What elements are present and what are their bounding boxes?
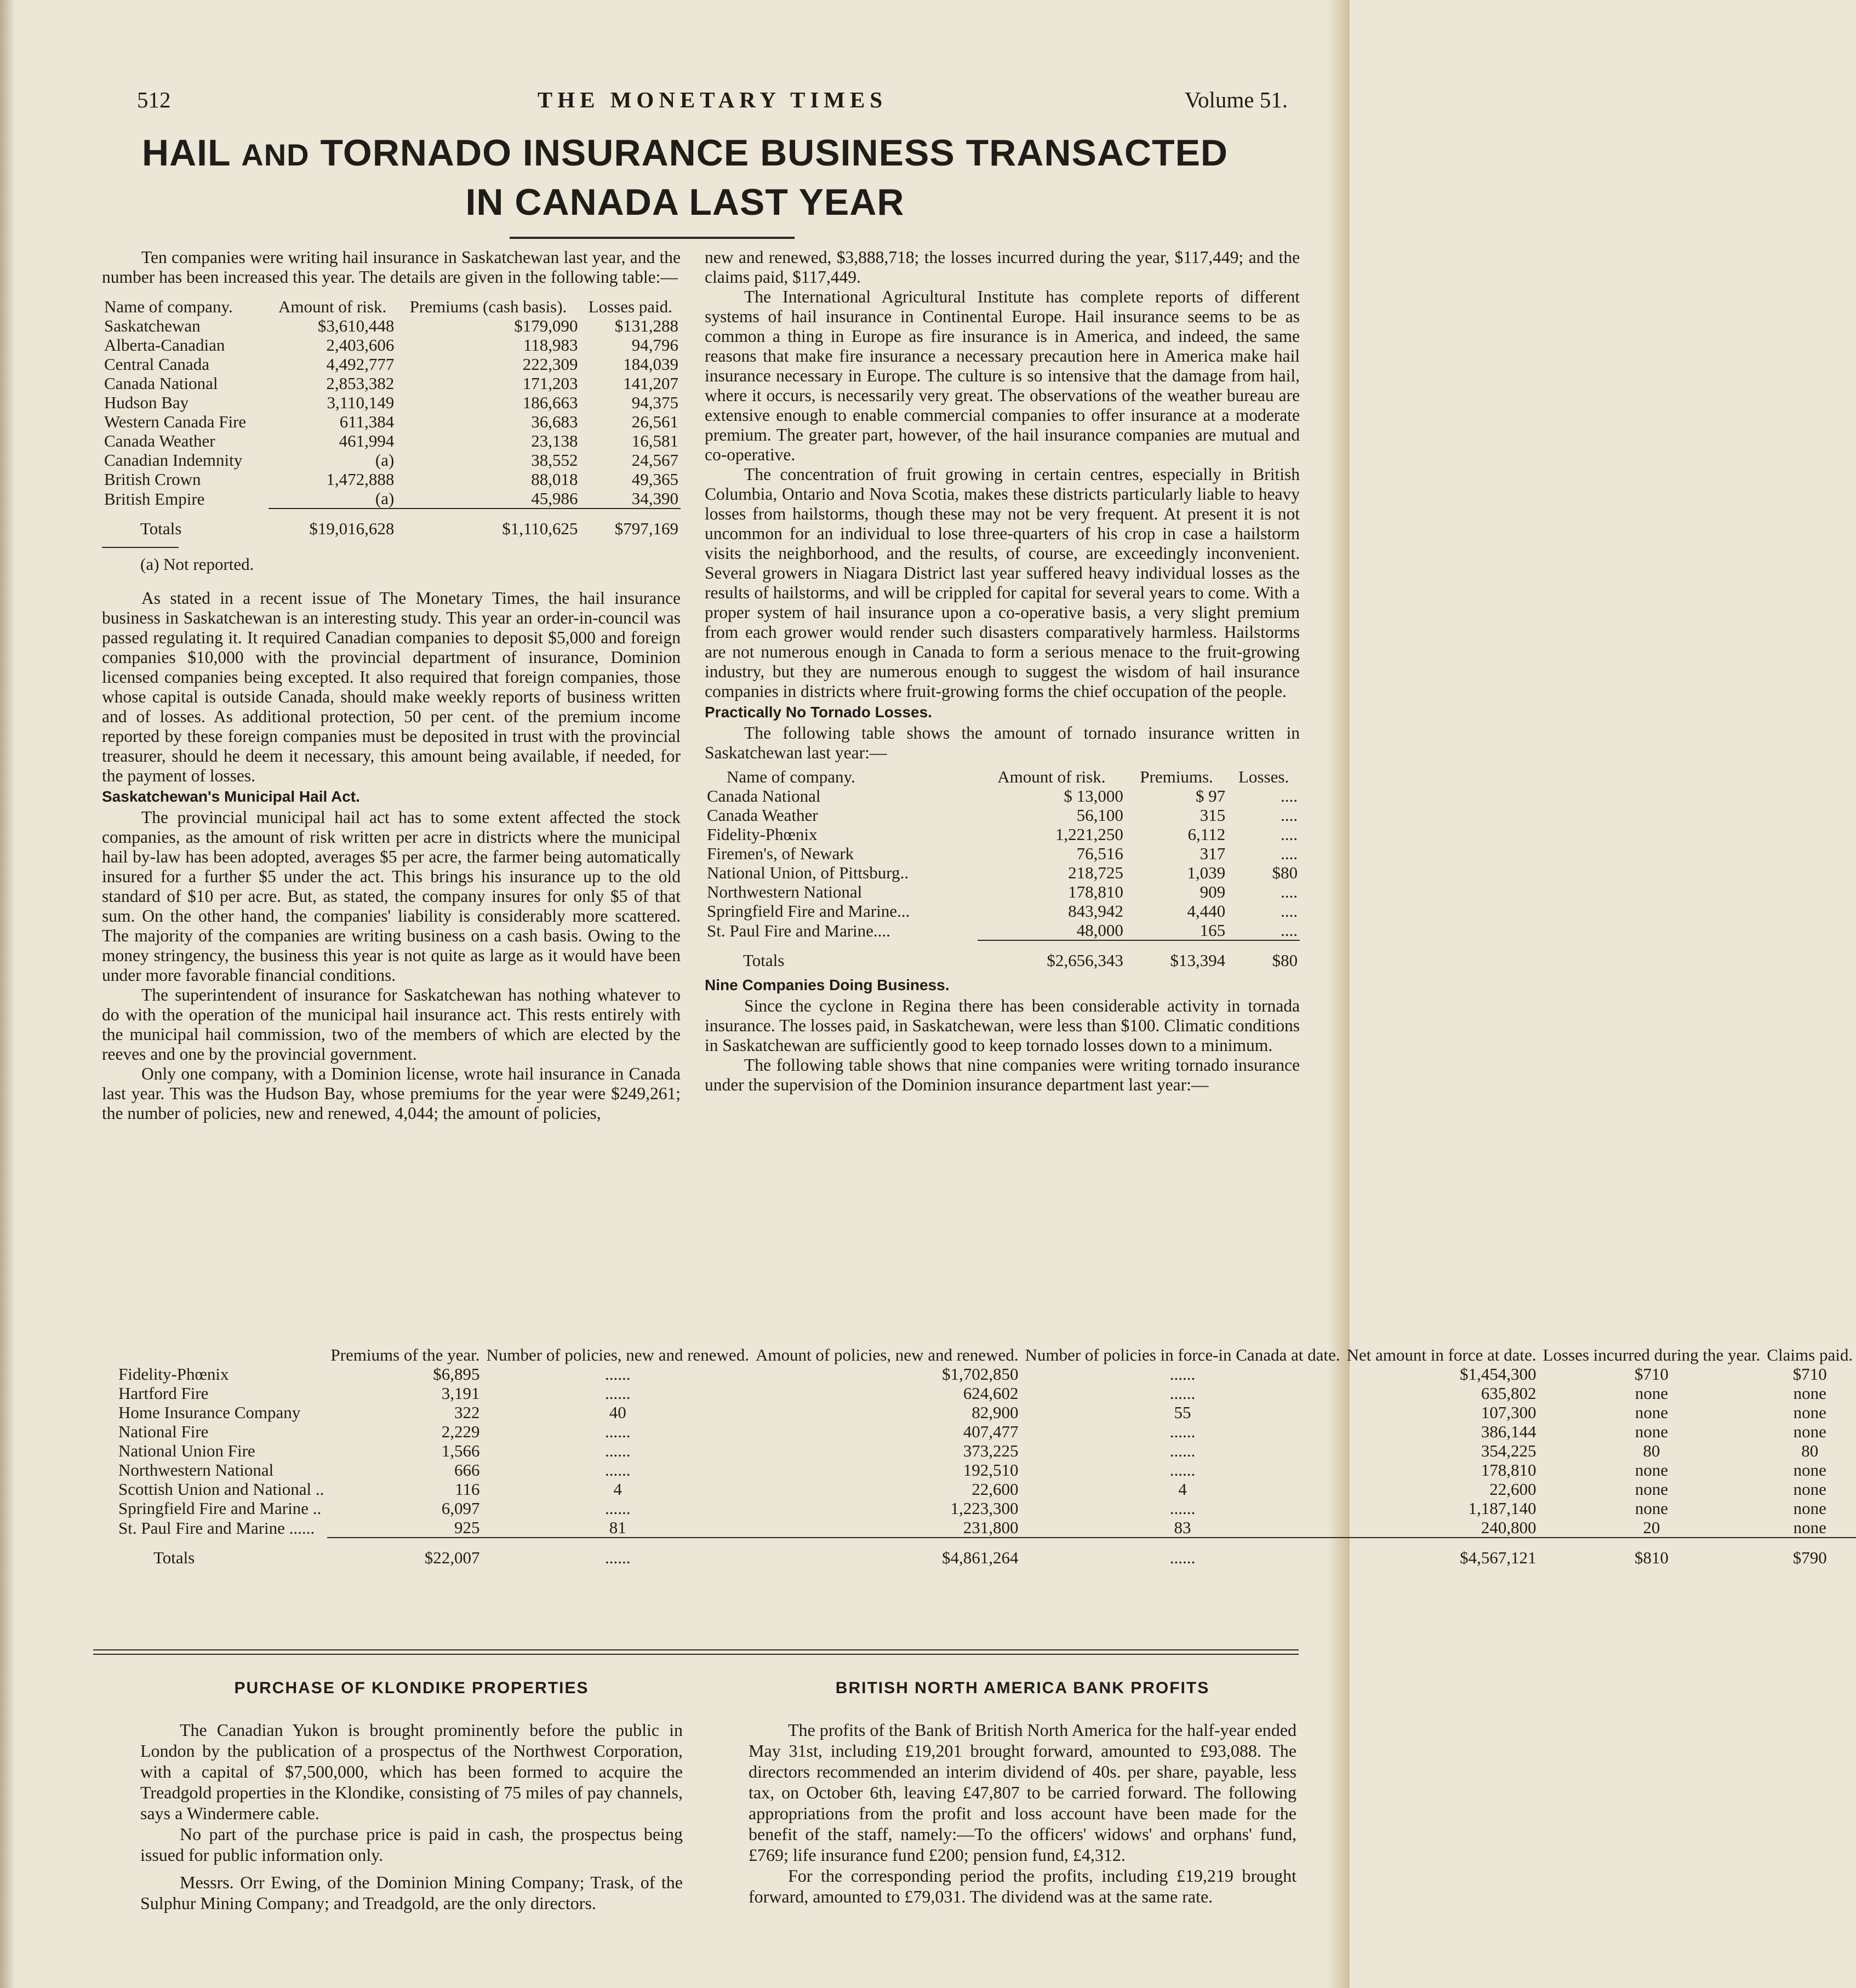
table-cell: 322 — [454, 1403, 480, 1422]
table-cell: none — [1793, 1499, 1826, 1518]
table-cell: 925 — [454, 1518, 480, 1537]
section-double-rule — [93, 1649, 1299, 1655]
table-cell: $710 — [1634, 1364, 1669, 1384]
company-name: Canada Weather — [104, 431, 215, 450]
table-cell: 20 — [1643, 1518, 1660, 1537]
table-cell: 81 — [609, 1518, 626, 1537]
subhead-no-tornado-losses: Practically No Tornado Losses. — [705, 704, 932, 721]
company-name: National Union Fire — [118, 1441, 255, 1460]
table-row — [115, 1499, 1856, 1518]
table-cell: none — [1635, 1422, 1669, 1441]
total-cell: $1,110,625 — [396, 509, 580, 538]
table-cell: none — [1635, 1479, 1669, 1499]
table-cell: 16,581 — [631, 431, 678, 450]
table-cell: $80 — [1272, 863, 1298, 882]
table-cell: 22,600 — [1489, 1479, 1537, 1499]
table-row — [705, 882, 1300, 901]
volume-number: Volume 51. — [1184, 87, 1288, 112]
table-row — [115, 1422, 1856, 1441]
table-cell: 118,983 — [523, 335, 578, 355]
dominion-tornado-table — [115, 1345, 1856, 1567]
table-cell: 2,403,606 — [326, 335, 395, 355]
table-cell: 94,796 — [631, 335, 678, 355]
col2-paragraph-0: new and renewed, $3,888,718; the losses incurred during the year, $117,449; and the claims paid, $117,449. — [705, 248, 1300, 287]
totals-row — [705, 940, 1300, 970]
table-cell: 107,300 — [1481, 1403, 1537, 1422]
company-name: Fidelity-Phœnix — [118, 1364, 229, 1384]
company-name: Saskatchewan — [104, 316, 201, 335]
klondike-article — [140, 1666, 683, 1913]
klondike-paragraph-1: The Canadian Yukon is brought prominently before the public in London by the publication of a prospectus of the Northwest Corporation, with a capital of $7,500,000, which has been formed to acquire the Treadgold properties in the Klondike, consisting of 75 miles of pay channels, says a Windermere cable. — [140, 1720, 683, 1823]
total-cell: $19,016,628 — [269, 509, 396, 538]
table-cell: 1,039 — [1187, 863, 1226, 882]
total-cell: $4,567,121 — [1343, 1538, 1539, 1567]
table-cell: none — [1635, 1460, 1669, 1479]
dom-col-claims: Claims paid. — [1767, 1345, 1853, 1364]
title-line2: IN CANADA LAST YEAR — [465, 181, 905, 223]
table-cell: 49,365 — [631, 470, 678, 489]
table-row — [115, 1518, 1856, 1538]
table-cell: 56,100 — [1076, 806, 1123, 825]
title-line1-rest: TORNADO INSURANCE BUSINESS TRANSACTED — [320, 132, 1229, 174]
total-cell: ...... — [483, 1538, 752, 1567]
dom-col-in-force-count: Number of policies in force-in Canada at date. — [1025, 1345, 1340, 1364]
table-cell: ...... — [1169, 1364, 1196, 1384]
company-name: Hudson Bay — [104, 393, 189, 412]
table-cell: 2,229 — [441, 1422, 480, 1441]
table-cell: 240,800 — [1481, 1518, 1537, 1537]
table-row — [705, 806, 1300, 825]
subhead-municipal-hail-act: Saskatchewan's Municipal Hail Act. — [102, 788, 360, 805]
company-name: Hartford Fire — [118, 1384, 209, 1403]
table-cell: $179,090 — [514, 316, 578, 335]
table-row — [705, 863, 1300, 882]
dom-col-net-amount: Net amount in force at date. — [1346, 1345, 1537, 1364]
table-row — [102, 450, 681, 470]
table-row — [115, 1364, 1856, 1384]
table-row — [705, 825, 1300, 844]
table-cell: 843,942 — [1068, 901, 1123, 921]
table-row — [102, 412, 681, 431]
hail-col-risk: Amount of risk. — [278, 297, 387, 316]
company-name: Northwestern National — [118, 1460, 274, 1479]
table-cell: .... — [1281, 786, 1298, 806]
company-name: Canadian Indemnity — [104, 450, 243, 470]
table-row — [102, 431, 681, 450]
table-cell: .... — [1281, 825, 1298, 844]
table-cell: 34,390 — [631, 489, 678, 508]
table-cell: 666 — [454, 1460, 480, 1479]
table-cell: none — [1793, 1460, 1826, 1479]
table-cell: 3,110,149 — [327, 393, 395, 412]
company-name: Canada National — [104, 374, 218, 393]
table-row — [115, 1403, 1856, 1422]
col1-paragraph-4: Only one company, with a Dominion license, wrote hail insurance in Canada last year. This was the Hudson Bay, whose premiums for the year were $249,261; the number of policies, new and renewed, 4,044; the amount of policies, — [102, 1064, 681, 1123]
company-name: St. Paul Fire and Marine.... — [707, 921, 890, 940]
table-cell: none — [1793, 1518, 1826, 1537]
hail-table-footnote: (a) Not reported. — [140, 555, 254, 574]
table-row — [705, 786, 1300, 806]
page-edge-shadow — [1328, 0, 1350, 1988]
bna-bank-article — [749, 1666, 1297, 1907]
col2-paragraph-4: Since the cyclone in Regina there has been considerable activity in tornada insurance. The losses paid, in Saskatchewan, were less than $100. Climatic conditions in Saskatchewan are sufficiently good to keep tornado losses down to a minimum. — [705, 996, 1300, 1055]
table-cell: 48,000 — [1076, 921, 1123, 940]
table-cell: .... — [1281, 921, 1298, 940]
totals-label: Totals — [153, 1547, 195, 1567]
table-cell: 178,810 — [1068, 882, 1123, 901]
table-cell: 76,516 — [1076, 844, 1123, 863]
totals-label: Totals — [140, 518, 182, 538]
table-cell: 1,566 — [441, 1441, 480, 1460]
table-cell: ...... — [1169, 1422, 1196, 1441]
table-cell: $1,454,300 — [1460, 1364, 1537, 1384]
table-cell: 83 — [1174, 1518, 1191, 1537]
table-row — [102, 316, 681, 335]
table-cell: 1,221,250 — [1055, 825, 1123, 844]
table-cell: .... — [1281, 901, 1298, 921]
table-cell: 2,853,382 — [326, 374, 395, 393]
table-cell: 38,552 — [531, 450, 578, 470]
total-cell: $797,169 — [580, 509, 681, 538]
table-cell: 45,986 — [531, 489, 578, 508]
table-cell: $131,288 — [614, 316, 678, 335]
company-name: Central Canada — [104, 355, 209, 374]
total-cell: $2,656,343 — [978, 940, 1126, 970]
table-cell: ...... — [1169, 1384, 1196, 1403]
company-name: Firemen's, of Newark — [707, 844, 854, 863]
subhead-nine-companies: Nine Companies Doing Business. — [705, 976, 950, 993]
table-cell: $ 97 — [1195, 786, 1226, 806]
dom-col-premiums: Premiums of the year. — [330, 1345, 480, 1364]
table-cell: 55 — [1174, 1403, 1191, 1422]
company-name: Alberta-Canadian — [104, 335, 225, 355]
table-cell: 611,384 — [339, 412, 395, 431]
company-name: Canada Weather — [707, 806, 818, 825]
table-cell: 635,802 — [1481, 1384, 1537, 1403]
footnote-rule — [102, 547, 179, 548]
table-cell: none — [1635, 1384, 1669, 1403]
dom-col-amount-policies: Amount of policies, new and renewed. — [755, 1345, 1019, 1364]
table-cell: ...... — [1169, 1460, 1196, 1479]
company-name: Western Canada Fire — [104, 412, 247, 431]
company-name: Scottish Union and National .. — [118, 1479, 324, 1499]
title-word-hail: HAIL — [141, 132, 231, 174]
page-number: 512 — [137, 87, 171, 112]
title-rule — [510, 237, 795, 239]
table-cell: ...... — [604, 1364, 631, 1384]
left-column — [102, 248, 681, 1123]
table-row — [705, 901, 1300, 921]
dom-col-company — [115, 1345, 327, 1364]
totals-row — [102, 509, 681, 538]
table-cell: $3,610,448 — [317, 316, 395, 335]
table-cell: .... — [1281, 882, 1298, 901]
table-row — [705, 921, 1300, 940]
table-cell: 1,223,300 — [950, 1499, 1019, 1518]
table-cell: 373,225 — [963, 1441, 1019, 1460]
company-name: Springfield Fire and Marine... — [707, 901, 910, 921]
table-cell: 354,225 — [1481, 1441, 1537, 1460]
col2-paragraph-5: The following table shows that nine companies were writing tornado insurance under the supervision of the Dominion insurance department last year:— — [705, 1055, 1300, 1094]
table-cell: 178,810 — [1481, 1460, 1537, 1479]
table-cell: none — [1793, 1422, 1826, 1441]
table-cell: none — [1793, 1403, 1826, 1422]
table-cell: none — [1793, 1479, 1826, 1499]
table-cell: 165 — [1200, 921, 1226, 940]
table-cell: 222,309 — [522, 355, 578, 374]
company-name: National Fire — [118, 1422, 209, 1441]
tornado-col-losses: Losses. — [1238, 767, 1289, 786]
table-row — [102, 393, 681, 412]
table-cell: 3,191 — [441, 1384, 480, 1403]
table-row — [102, 355, 681, 374]
table-cell: 141,207 — [623, 374, 678, 393]
table-cell: 461,994 — [339, 431, 395, 450]
title-word-and: AND — [241, 138, 310, 172]
bna-paragraph-2: For the corresponding period the profits, including £19,219 brought forward, amounted to £79,031. The dividend was at the same rate. — [749, 1866, 1297, 1906]
table-cell: none — [1793, 1384, 1826, 1403]
table-cell: $6,895 — [433, 1364, 480, 1384]
dom-col-losses: Losses incurred during the year. — [1543, 1345, 1761, 1364]
table-cell: 184,039 — [623, 355, 678, 374]
company-name: Springfield Fire and Marine .. — [118, 1499, 322, 1518]
right-column — [705, 248, 1300, 1095]
table-cell: none — [1635, 1499, 1669, 1518]
totals-row — [115, 1538, 1856, 1567]
table-cell: 36,683 — [531, 412, 578, 431]
table-cell: 94,375 — [631, 393, 678, 412]
total-cell: $80 — [1227, 940, 1300, 970]
col1-paragraph-3: The superintendent of insurance for Saskatchewan has nothing whatever to do with the operation of the municipal hail insurance act. This rests entirely with the municipal hail commission, two of the members of which are elected by the reeves and one by the provincial government. — [102, 985, 681, 1064]
col1-paragraph-1: As stated in a recent issue of The Monetary Times, the hail insurance business in Saskatchewan is an interesting study. This year an order-in-council was passed regulating it. It required Canadian companies to deposit $5,000 and foreign companies $10,000 with the provincial department of insurance, Dominion licensed companies being excepted. It also required that foreign companies, those whose capital is outside Canada, should make weekly reports of business written and of losses. As additional protection, 50 per cent. of the premium income reported by these foreign companies must be deposited in trust with the provincial treasurer, should he deem it necessary, this amount being available, if needed, for the payment of losses. — [102, 589, 681, 785]
table-cell: 4,492,777 — [326, 355, 395, 374]
klondike-heading: PURCHASE OF KLONDIKE PROPERTIES — [234, 1679, 589, 1697]
total-cell: $790 — [1763, 1538, 1856, 1567]
table-cell: 407,477 — [963, 1422, 1019, 1441]
table-cell: ...... — [1169, 1441, 1196, 1460]
col2-paragraph-2: The concentration of fruit growing in certain centres, especially in British Columbia, Ontario and Nova Scotia, makes these districts particularly liable to heavy losses from hailstorms, though these may not be very frequent. At present it is not uncommon for an individual to lose three-quarters of his crop in case a hailstorm visits the neighborhood, and the results, of course, are exceedingly inconvenient. Several growers in Niagara District last year suffered heavy individual losses as the results of hailstorms, and will be crippled for capital for several years to come. With a proper system of hail insurance upon a co-operative basis, a very slight premium from each grower would render such disasters comparatively harmless. Hailstorms are not numerous enough in Canada to form a serious menace to the fruit-growing industry, but they are numerous enough to suggest the wisdom of hail insurance companies in districts where fruit-growing forms the chief occupation of the people. — [705, 465, 1300, 701]
table-row — [115, 1460, 1856, 1479]
company-name: Fidelity-Phœnix — [707, 825, 818, 844]
table-cell: 80 — [1801, 1441, 1819, 1460]
company-name: Canada National — [707, 786, 821, 806]
table-cell: $1,702,850 — [941, 1364, 1019, 1384]
klondike-paragraph-3: Messrs. Orr Ewing, of the Dominion Mining Company; Trask, of the Sulphur Mining Company; and Treadgold, are the only directors. — [140, 1872, 683, 1913]
table-cell: 40 — [609, 1403, 626, 1422]
total-cell: $22,007 — [327, 1538, 483, 1567]
table-cell: (a) — [375, 489, 395, 508]
table-cell: 24,567 — [631, 450, 678, 470]
table-cell: ...... — [604, 1422, 631, 1441]
table-cell: 80 — [1643, 1441, 1660, 1460]
table-cell: 4 — [1178, 1479, 1187, 1499]
company-name: Northwestern National — [707, 882, 863, 901]
hail-col-losses: Losses paid. — [588, 297, 672, 316]
table-cell: ...... — [604, 1460, 631, 1479]
tornado-col-premiums: Premiums. — [1140, 767, 1213, 786]
hail-col-premiums: Premiums (cash basis). — [409, 297, 567, 316]
table-cell: 231,800 — [963, 1518, 1019, 1537]
table-cell: 22,600 — [972, 1479, 1019, 1499]
table-row — [705, 844, 1300, 863]
table-cell: 26,561 — [631, 412, 678, 431]
dominion-table-wrapper — [115, 1345, 1853, 1567]
table-cell: none — [1635, 1403, 1669, 1422]
intro-paragraph: Ten companies were writing hail insurance in Saskatchewan last year, and the number has been increased this year. The details are given in the following table:— — [102, 248, 681, 287]
company-name: National Union, of Pittsburg.. — [707, 863, 909, 882]
company-name: British Crown — [104, 470, 201, 489]
tornado-col-risk: Amount of risk. — [997, 767, 1106, 786]
table-row — [115, 1441, 1856, 1460]
table-cell: 386,144 — [1481, 1422, 1537, 1441]
table-cell: $710 — [1792, 1364, 1827, 1384]
table-cell: ...... — [1169, 1499, 1196, 1518]
table-cell: 1,187,140 — [1468, 1499, 1537, 1518]
total-cell: ...... — [1021, 1538, 1343, 1567]
table-cell: .... — [1281, 806, 1298, 825]
table-row — [102, 489, 681, 509]
running-header — [137, 82, 1288, 115]
table-cell: 4,440 — [1187, 901, 1226, 921]
table-cell: .... — [1281, 844, 1298, 863]
company-name: St. Paul Fire and Marine ...... — [118, 1518, 315, 1538]
col2-paragraph-1: The International Agricultural Institute has complete reports of different systems of hail insurance in Continental Europe. Hail insurance seems to be as common a thing in Europe as fire insurance is in America, and indeed, the same reasons that make fire insurance a necessary precaution here in America make hail insurance necessary in Europe. The culture is so intensive that the damage from hail, where it occurs, is necessarily very great. The observations of the weather bureau are extensive enough to enable commercial companies to offer insurance at a moderate premium. The greater part, however, of the hail insurance companies are mutual and co-operative. — [705, 287, 1300, 464]
table-cell: 624,602 — [963, 1384, 1019, 1403]
hail-insurance-table — [102, 297, 681, 538]
table-row — [102, 335, 681, 355]
table-cell: ...... — [604, 1384, 631, 1403]
company-name: Home Insurance Company — [118, 1403, 301, 1422]
company-name: British Empire — [104, 489, 205, 509]
table-cell: 909 — [1200, 882, 1226, 901]
table-cell: 317 — [1200, 844, 1226, 863]
totals-label: Totals — [743, 950, 785, 970]
total-cell: $4,861,264 — [752, 1538, 1022, 1567]
hail-col-name: Name of company. — [104, 297, 233, 316]
table-row — [102, 470, 681, 489]
table-cell: ...... — [604, 1499, 631, 1518]
table-cell: (a) — [375, 450, 395, 470]
page-binding-shadow — [0, 0, 15, 1988]
table-cell: 82,900 — [972, 1403, 1019, 1422]
table-cell: 1,472,888 — [326, 470, 395, 489]
tornado-col-name: Name of company. — [727, 767, 855, 786]
bna-paragraph-1: The profits of the Bank of British North America for the half-year ended May 31st, including £19,201 brought forward, amounted to £93,088. The directors recommended an interim dividend of 40s. per share, payable, less tax, on October 6th, leaving £47,807 to be carried forward. The following appropriations from the profit and loss account have been made for the benefit of the staff, namely:—To the officers' widows' and orphans' fund, £769; life insurance fund £200; pension fund, £4,312. — [749, 1720, 1297, 1865]
table-row — [102, 374, 681, 393]
total-cell: $810 — [1540, 1538, 1764, 1567]
table-cell: 23,138 — [531, 431, 578, 450]
table-cell: 218,725 — [1068, 863, 1123, 882]
table-row — [115, 1479, 1856, 1499]
klondike-paragraph-2: No part of the purchase price is paid in cash, the prospectus being issued for public information only. — [140, 1824, 683, 1865]
table-cell: 171,203 — [522, 374, 578, 393]
dom-col-num-policies: Number of policies, new and renewed. — [486, 1345, 749, 1364]
col1-paragraph-2: The provincial municipal hail act has to some extent affected the stock companies, as the amount of risk written per acre in districts where the municipal hail by-law has been adopted, averages $5 per acre, the farmer being automatically insured for a further $5 under the act. This brings his insurance up to the old standard of $10 per acre. But, as stated, the company insures for only $5 of that sum. On the other hand, the companies' liability is considerably more scattered. The majority of the companies are writing business on a cash basis. Owing to the money stringency, the business this year is not quite as large as it would have been under more favorable financial conditions. — [102, 808, 681, 985]
total-cell: $13,394 — [1126, 940, 1227, 970]
table-row — [115, 1384, 1856, 1403]
table-cell: 6,097 — [441, 1499, 480, 1518]
bna-heading: BRITISH NORTH AMERICA BANK PROFITS — [835, 1679, 1210, 1697]
table-cell: 192,510 — [963, 1460, 1019, 1479]
table-cell: 6,112 — [1187, 825, 1226, 844]
table-cell: 186,663 — [522, 393, 578, 412]
journal-title: THE MONETARY TIMES — [537, 87, 888, 112]
table-cell: $ 13,000 — [1064, 786, 1123, 806]
table-cell: ...... — [604, 1441, 631, 1460]
col2-paragraph-3: The following table shows the amount of tornado insurance written in Saskatchewan last year:— — [705, 723, 1300, 762]
tornado-saskatchewan-table — [705, 767, 1300, 970]
table-cell: 88,018 — [531, 470, 578, 489]
table-cell: 116 — [455, 1479, 480, 1499]
table-cell: 4 — [613, 1479, 622, 1499]
article-title — [88, 129, 1282, 226]
table-cell: 315 — [1200, 806, 1226, 825]
